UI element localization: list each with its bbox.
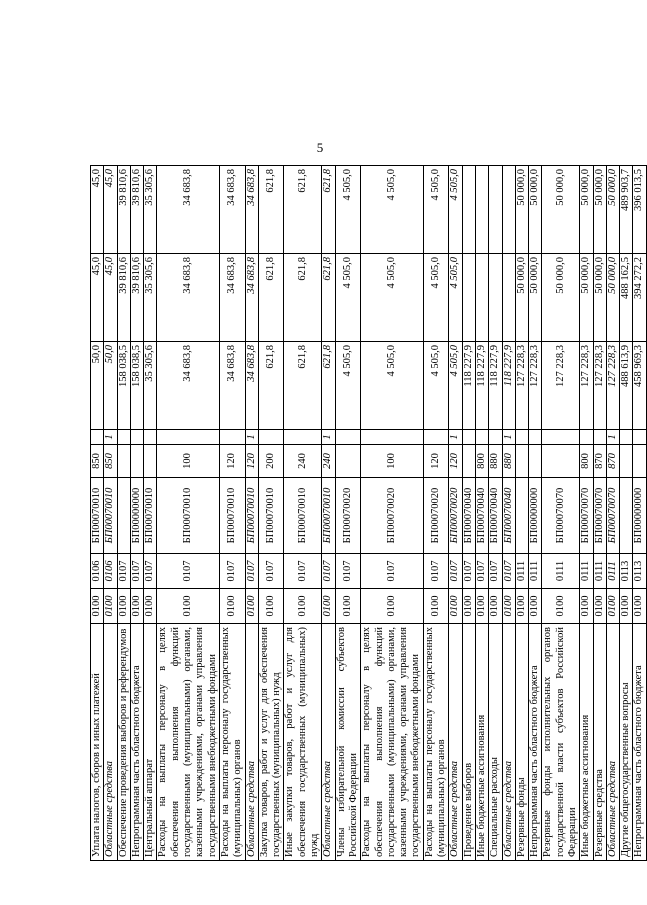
amount-year2-cell: 50 000,0 [515, 254, 528, 342]
expense-type-cell: 200 [258, 445, 284, 478]
section-code-cell: 0100 [423, 589, 449, 624]
table-row [580, 166, 593, 861]
table-row [502, 166, 515, 861]
row-name-cell: Областные средства [245, 624, 258, 861]
subsection-code-cell: 0107 [361, 554, 423, 589]
amount-year1-cell: 127 228,3 [542, 342, 580, 430]
row-name-cell: Иные бюджетные ассигнования [475, 624, 488, 861]
amount-year2-cell: 4 505,0 [361, 254, 423, 342]
amount-year3-cell [502, 166, 515, 254]
amount-year1-cell: 118 227,9 [462, 342, 475, 430]
subsection-code-cell: 0107 [489, 554, 502, 589]
funding-flag-cell: 1 [104, 430, 117, 445]
section-code-cell: 0100 [633, 589, 646, 624]
target-article-cell: БП00070010 [258, 478, 284, 554]
amount-year1-cell: 118 227,9 [475, 342, 488, 430]
subsection-code-cell: 0111 [580, 554, 593, 589]
expense-type-cell [144, 445, 157, 478]
row-name-cell: Расходы на выплаты персоналу в целях обеспечения выполнения функций государственными (муниципальными) органами, казенными учреждениями, органами управления государственными внебюджетными фондами [157, 624, 219, 861]
amount-year3-cell: 621,8 [258, 166, 284, 254]
table-row [620, 166, 633, 861]
row-name-cell: Непрограммная часть областного бюджета [130, 624, 143, 861]
amount-year1-cell: 621,8 [322, 342, 335, 430]
subsection-code-cell: 0107 [449, 554, 462, 589]
amount-year1-cell: 621,8 [284, 342, 322, 430]
table-row [361, 166, 423, 861]
target-article-cell: БП00000000 [633, 478, 646, 554]
row-name-cell: Непрограммная часть областного бюджета [529, 624, 542, 861]
row-name-cell: Центральный аппарат [144, 624, 157, 861]
table-row [449, 166, 462, 861]
section-code-cell: 0100 [606, 589, 619, 624]
row-name-cell: Областные средства [322, 624, 335, 861]
target-article-cell: БП00070010 [104, 478, 117, 554]
amount-year2-cell: 50 000,0 [542, 254, 580, 342]
table-row [633, 166, 646, 861]
subsection-code-cell: 0113 [620, 554, 633, 589]
funding-flag-cell: 1 [245, 430, 258, 445]
target-article-cell: БП00070070 [606, 478, 619, 554]
amount-year2-cell: 34 683,8 [245, 254, 258, 342]
amount-year3-cell: 50 000,0 [515, 166, 528, 254]
target-article-cell [515, 478, 528, 554]
amount-year3-cell: 39 810,6 [130, 166, 143, 254]
amount-year1-cell: 35 305,6 [144, 342, 157, 430]
target-article-cell: БП00070020 [449, 478, 462, 554]
row-name-cell: Уплата налогов, сборов и иных платежей [91, 624, 104, 861]
amount-year2-cell: 621,8 [284, 254, 322, 342]
expense-type-cell [620, 445, 633, 478]
table-row [542, 166, 580, 861]
expense-type-cell: 120 [219, 445, 245, 478]
amount-year2-cell: 4 505,0 [335, 254, 361, 342]
subsection-code-cell: 0111 [593, 554, 606, 589]
funding-flag-cell [529, 430, 542, 445]
funding-flag-cell [633, 430, 646, 445]
funding-flag-cell [335, 430, 361, 445]
table-row [91, 166, 104, 861]
funding-flag-cell [130, 430, 143, 445]
amount-year1-cell: 34 683,8 [245, 342, 258, 430]
amount-year1-cell: 158 038,5 [117, 342, 130, 430]
funding-flag-cell [580, 430, 593, 445]
expense-type-cell [529, 445, 542, 478]
table-row [104, 166, 117, 861]
section-code-cell: 0100 [258, 589, 284, 624]
amount-year1-cell: 118 227,9 [502, 342, 515, 430]
table-row [258, 166, 284, 861]
target-article-cell: БП00000000 [130, 478, 143, 554]
amount-year3-cell: 4 505,0 [361, 166, 423, 254]
target-article-cell: БП00070040 [489, 478, 502, 554]
target-article-cell: БП00070010 [144, 478, 157, 554]
amount-year1-cell: 458 969,3 [633, 342, 646, 430]
subsection-code-cell: 0107 [130, 554, 143, 589]
expense-type-cell: 850 [104, 445, 117, 478]
expense-type-cell: 850 [91, 445, 104, 478]
amount-year2-cell: 35 305,6 [144, 254, 157, 342]
subsection-code-cell: 0107 [258, 554, 284, 589]
section-code-cell: 0100 [245, 589, 258, 624]
amount-year3-cell: 621,8 [322, 166, 335, 254]
amount-year3-cell: 4 505,0 [449, 166, 462, 254]
funding-flag-cell [489, 430, 502, 445]
table-row [322, 166, 335, 861]
section-code-cell: 0100 [117, 589, 130, 624]
row-name-cell: Областные средства [502, 624, 515, 861]
amount-year3-cell: 4 505,0 [335, 166, 361, 254]
amount-year3-cell [489, 166, 502, 254]
target-article-cell: БП00070020 [423, 478, 449, 554]
table-row [284, 166, 322, 861]
funding-flag-cell: 1 [606, 430, 619, 445]
amount-year2-cell: 39 810,6 [130, 254, 143, 342]
section-code-cell: 0100 [502, 589, 515, 624]
row-name-cell: Расходы на выплаты персоналу государственных (муниципальных) органов [423, 624, 449, 861]
subsection-code-cell: 0111 [529, 554, 542, 589]
section-code-cell: 0100 [489, 589, 502, 624]
target-article-cell: БП00070070 [542, 478, 580, 554]
expense-type-cell [542, 445, 580, 478]
funding-flag-cell [593, 430, 606, 445]
amount-year2-cell: 4 505,0 [423, 254, 449, 342]
target-article-cell: БП00070020 [335, 478, 361, 554]
amount-year3-cell: 50 000,0 [593, 166, 606, 254]
table-row [423, 166, 449, 861]
funding-flag-cell [219, 430, 245, 445]
funding-flag-cell [515, 430, 528, 445]
funding-flag-cell [284, 430, 322, 445]
table-body [91, 166, 647, 861]
expense-type-cell: 100 [157, 445, 219, 478]
section-code-cell: 0100 [322, 589, 335, 624]
expense-type-cell: 870 [606, 445, 619, 478]
expense-type-cell [515, 445, 528, 478]
target-article-cell [117, 478, 130, 554]
target-article-cell: БП00070010 [284, 478, 322, 554]
subsection-code-cell: 0107 [322, 554, 335, 589]
row-name-cell: Непрограммная часть областного бюджета [633, 624, 646, 861]
table-row [529, 166, 542, 861]
subsection-code-cell: 0111 [542, 554, 580, 589]
expense-type-cell [130, 445, 143, 478]
expense-type-cell: 100 [361, 445, 423, 478]
row-name-cell: Областные средства [104, 624, 117, 861]
funding-flag-cell [91, 430, 104, 445]
amount-year1-cell: 34 683,8 [157, 342, 219, 430]
amount-year1-cell: 50,0 [91, 342, 104, 430]
row-name-cell: Закупка товаров, работ и услуг для обеспечения государственных (муниципальных) нужд [258, 624, 284, 861]
row-name-cell: Областные средства [606, 624, 619, 861]
target-article-cell: БП00070010 [245, 478, 258, 554]
row-name-cell: Члены избирательной комиссии субъектов Российской Федерации [335, 624, 361, 861]
target-article-cell: БП00000000 [529, 478, 542, 554]
subsection-code-cell: 0107 [117, 554, 130, 589]
amount-year2-cell: 50 000,0 [529, 254, 542, 342]
expense-type-cell: 880 [489, 445, 502, 478]
amount-year3-cell: 50 000,0 [529, 166, 542, 254]
amount-year3-cell [462, 166, 475, 254]
section-code-cell: 0100 [284, 589, 322, 624]
funding-flag-cell [258, 430, 284, 445]
row-name-cell: Резервные фонды [515, 624, 528, 861]
section-code-cell: 0100 [475, 589, 488, 624]
amount-year2-cell: 34 683,8 [219, 254, 245, 342]
amount-year3-cell: 35 305,6 [144, 166, 157, 254]
subsection-code-cell: 0107 [284, 554, 322, 589]
amount-year2-cell [502, 254, 515, 342]
section-code-cell: 0100 [449, 589, 462, 624]
row-name-cell: Другие общегосударственные вопросы [620, 624, 633, 861]
amount-year3-cell [475, 166, 488, 254]
row-name-cell: Иные закупки товаров, работ и услуг для обеспечения государственных (муниципальных) нужд [284, 624, 322, 861]
funding-flag-cell [620, 430, 633, 445]
funding-flag-cell [423, 430, 449, 445]
amount-year1-cell: 127 228,3 [606, 342, 619, 430]
table-row [245, 166, 258, 861]
amount-year2-cell: 45,0 [91, 254, 104, 342]
subsection-code-cell: 0107 [475, 554, 488, 589]
table-row [117, 166, 130, 861]
amount-year1-cell: 50,0 [104, 342, 117, 430]
funding-flag-cell: 1 [502, 430, 515, 445]
amount-year3-cell: 50 000,0 [580, 166, 593, 254]
funding-flag-cell [157, 430, 219, 445]
subsection-code-cell: 0107 [462, 554, 475, 589]
amount-year3-cell: 45,0 [104, 166, 117, 254]
table-row [130, 166, 143, 861]
expense-type-cell [335, 445, 361, 478]
amount-year3-cell: 45,0 [91, 166, 104, 254]
table-row [475, 166, 488, 861]
section-code-cell: 0100 [593, 589, 606, 624]
target-article-cell: БП00070020 [361, 478, 423, 554]
section-code-cell: 0100 [219, 589, 245, 624]
subsection-code-cell: 0107 [144, 554, 157, 589]
funding-flag-cell [361, 430, 423, 445]
table-row [515, 166, 528, 861]
amount-year3-cell: 621,8 [284, 166, 322, 254]
subsection-code-cell: 0111 [606, 554, 619, 589]
table-row [489, 166, 502, 861]
section-code-cell: 0100 [580, 589, 593, 624]
target-article-cell [620, 478, 633, 554]
amount-year1-cell: 127 228,3 [529, 342, 542, 430]
amount-year1-cell: 127 228,3 [593, 342, 606, 430]
amount-year1-cell: 4 505,0 [449, 342, 462, 430]
amount-year2-cell: 621,8 [322, 254, 335, 342]
expense-type-cell: 240 [284, 445, 322, 478]
amount-year3-cell: 4 505,0 [423, 166, 449, 254]
section-code-cell: 0100 [157, 589, 219, 624]
row-name-cell: Проведение выборов [462, 624, 475, 861]
funding-flag-cell [475, 430, 488, 445]
target-article-cell: БП00070040 [462, 478, 475, 554]
amount-year2-cell [475, 254, 488, 342]
budget-table [90, 165, 647, 861]
funding-flag-cell [144, 430, 157, 445]
amount-year2-cell: 34 683,8 [157, 254, 219, 342]
expense-type-cell: 800 [580, 445, 593, 478]
page-number: 5 [316, 140, 324, 155]
amount-year1-cell: 118 227,9 [489, 342, 502, 430]
amount-year3-cell: 50 000,0 [606, 166, 619, 254]
amount-year3-cell: 34 683,8 [245, 166, 258, 254]
amount-year2-cell: 488 162,5 [620, 254, 633, 342]
subsection-code-cell: 0107 [245, 554, 258, 589]
target-article-cell: БП00070040 [475, 478, 488, 554]
row-name-cell: Обеспечение проведения выборов и референдумов [117, 624, 130, 861]
row-name-cell: Областные средства [449, 624, 462, 861]
subsection-code-cell: 0107 [335, 554, 361, 589]
row-name-cell: Резервные фонды исполнительных органов государственной власти субъектов Российской Федерации [542, 624, 580, 861]
amount-year2-cell: 39 810,6 [117, 254, 130, 342]
row-name-cell: Резервные средства [593, 624, 606, 861]
target-article-cell: БП00070040 [502, 478, 515, 554]
amount-year1-cell: 621,8 [258, 342, 284, 430]
section-code-cell: 0100 [91, 589, 104, 624]
amount-year1-cell: 4 505,0 [361, 342, 423, 430]
table-row [462, 166, 475, 861]
amount-year1-cell: 34 683,8 [219, 342, 245, 430]
table-row [219, 166, 245, 861]
row-name-cell: Специальные расходы [489, 624, 502, 861]
row-name-cell: Расходы на выплаты персоналу государственных (муниципальных) органов [219, 624, 245, 861]
amount-year3-cell: 39 810,6 [117, 166, 130, 254]
expense-type-cell: 120 [423, 445, 449, 478]
expense-type-cell [117, 445, 130, 478]
funding-flag-cell: 1 [449, 430, 462, 445]
target-article-cell: БП00070070 [580, 478, 593, 554]
row-name-cell: Иные бюджетные ассигнования [580, 624, 593, 861]
table-row [157, 166, 219, 861]
amount-year2-cell: 621,8 [258, 254, 284, 342]
section-code-cell: 0100 [130, 589, 143, 624]
funding-flag-cell: 1 [322, 430, 335, 445]
subsection-code-cell: 0106 [91, 554, 104, 589]
funding-flag-cell [117, 430, 130, 445]
section-code-cell: 0100 [620, 589, 633, 624]
expense-type-cell: 870 [593, 445, 606, 478]
amount-year1-cell: 4 505,0 [423, 342, 449, 430]
target-article-cell: БП00070010 [322, 478, 335, 554]
amount-year3-cell: 50 000,0 [542, 166, 580, 254]
expense-type-cell [633, 445, 646, 478]
funding-flag-cell [542, 430, 580, 445]
amount-year3-cell: 34 683,8 [219, 166, 245, 254]
expense-type-cell: 880 [502, 445, 515, 478]
amount-year2-cell [489, 254, 502, 342]
amount-year3-cell: 34 683,8 [157, 166, 219, 254]
subsection-code-cell: 0111 [515, 554, 528, 589]
section-code-cell: 0100 [515, 589, 528, 624]
expense-type-cell: 120 [245, 445, 258, 478]
table-row [144, 166, 157, 861]
expense-type-cell: 240 [322, 445, 335, 478]
subsection-code-cell: 0107 [502, 554, 515, 589]
target-article-cell: БП00070010 [91, 478, 104, 554]
expense-type-cell [462, 445, 475, 478]
table-row [606, 166, 619, 861]
subsection-code-cell: 0107 [219, 554, 245, 589]
section-code-cell: 0100 [335, 589, 361, 624]
section-code-cell: 0100 [542, 589, 580, 624]
amount-year2-cell: 50 000,0 [606, 254, 619, 342]
amount-year2-cell: 45,0 [104, 254, 117, 342]
amount-year1-cell: 127 228,3 [515, 342, 528, 430]
section-code-cell: 0100 [529, 589, 542, 624]
subsection-code-cell: 0113 [633, 554, 646, 589]
expense-type-cell: 800 [475, 445, 488, 478]
section-code-cell: 0100 [361, 589, 423, 624]
amount-year2-cell: 4 505,0 [449, 254, 462, 342]
amount-year1-cell: 4 505,0 [335, 342, 361, 430]
funding-flag-cell [462, 430, 475, 445]
subsection-code-cell: 0107 [157, 554, 219, 589]
row-name-cell: Расходы на выплаты персоналу в целях обеспечения выполнения функций государственными (муниципальными) органами, казенными учреждениями, органами управления государственными внебюджетными фондами [361, 624, 423, 861]
amount-year3-cell: 489 903,7 [620, 166, 633, 254]
amount-year1-cell: 127 228,3 [580, 342, 593, 430]
amount-year3-cell: 396 013,5 [633, 166, 646, 254]
amount-year2-cell: 50 000,0 [580, 254, 593, 342]
amount-year2-cell: 394 272,2 [633, 254, 646, 342]
target-article-cell: БП00070010 [157, 478, 219, 554]
subsection-code-cell: 0107 [423, 554, 449, 589]
table-row [335, 166, 361, 861]
subsection-code-cell: 0106 [104, 554, 117, 589]
section-code-cell: 0100 [144, 589, 157, 624]
target-article-cell: БП00070070 [593, 478, 606, 554]
table-row [593, 166, 606, 861]
amount-year2-cell: 50 000,0 [593, 254, 606, 342]
target-article-cell: БП00070010 [219, 478, 245, 554]
amount-year1-cell: 158 038,5 [130, 342, 143, 430]
expense-type-cell: 120 [449, 445, 462, 478]
amount-year2-cell [462, 254, 475, 342]
section-code-cell: 0100 [104, 589, 117, 624]
amount-year1-cell: 488 613,9 [620, 342, 633, 430]
section-code-cell: 0100 [462, 589, 475, 624]
